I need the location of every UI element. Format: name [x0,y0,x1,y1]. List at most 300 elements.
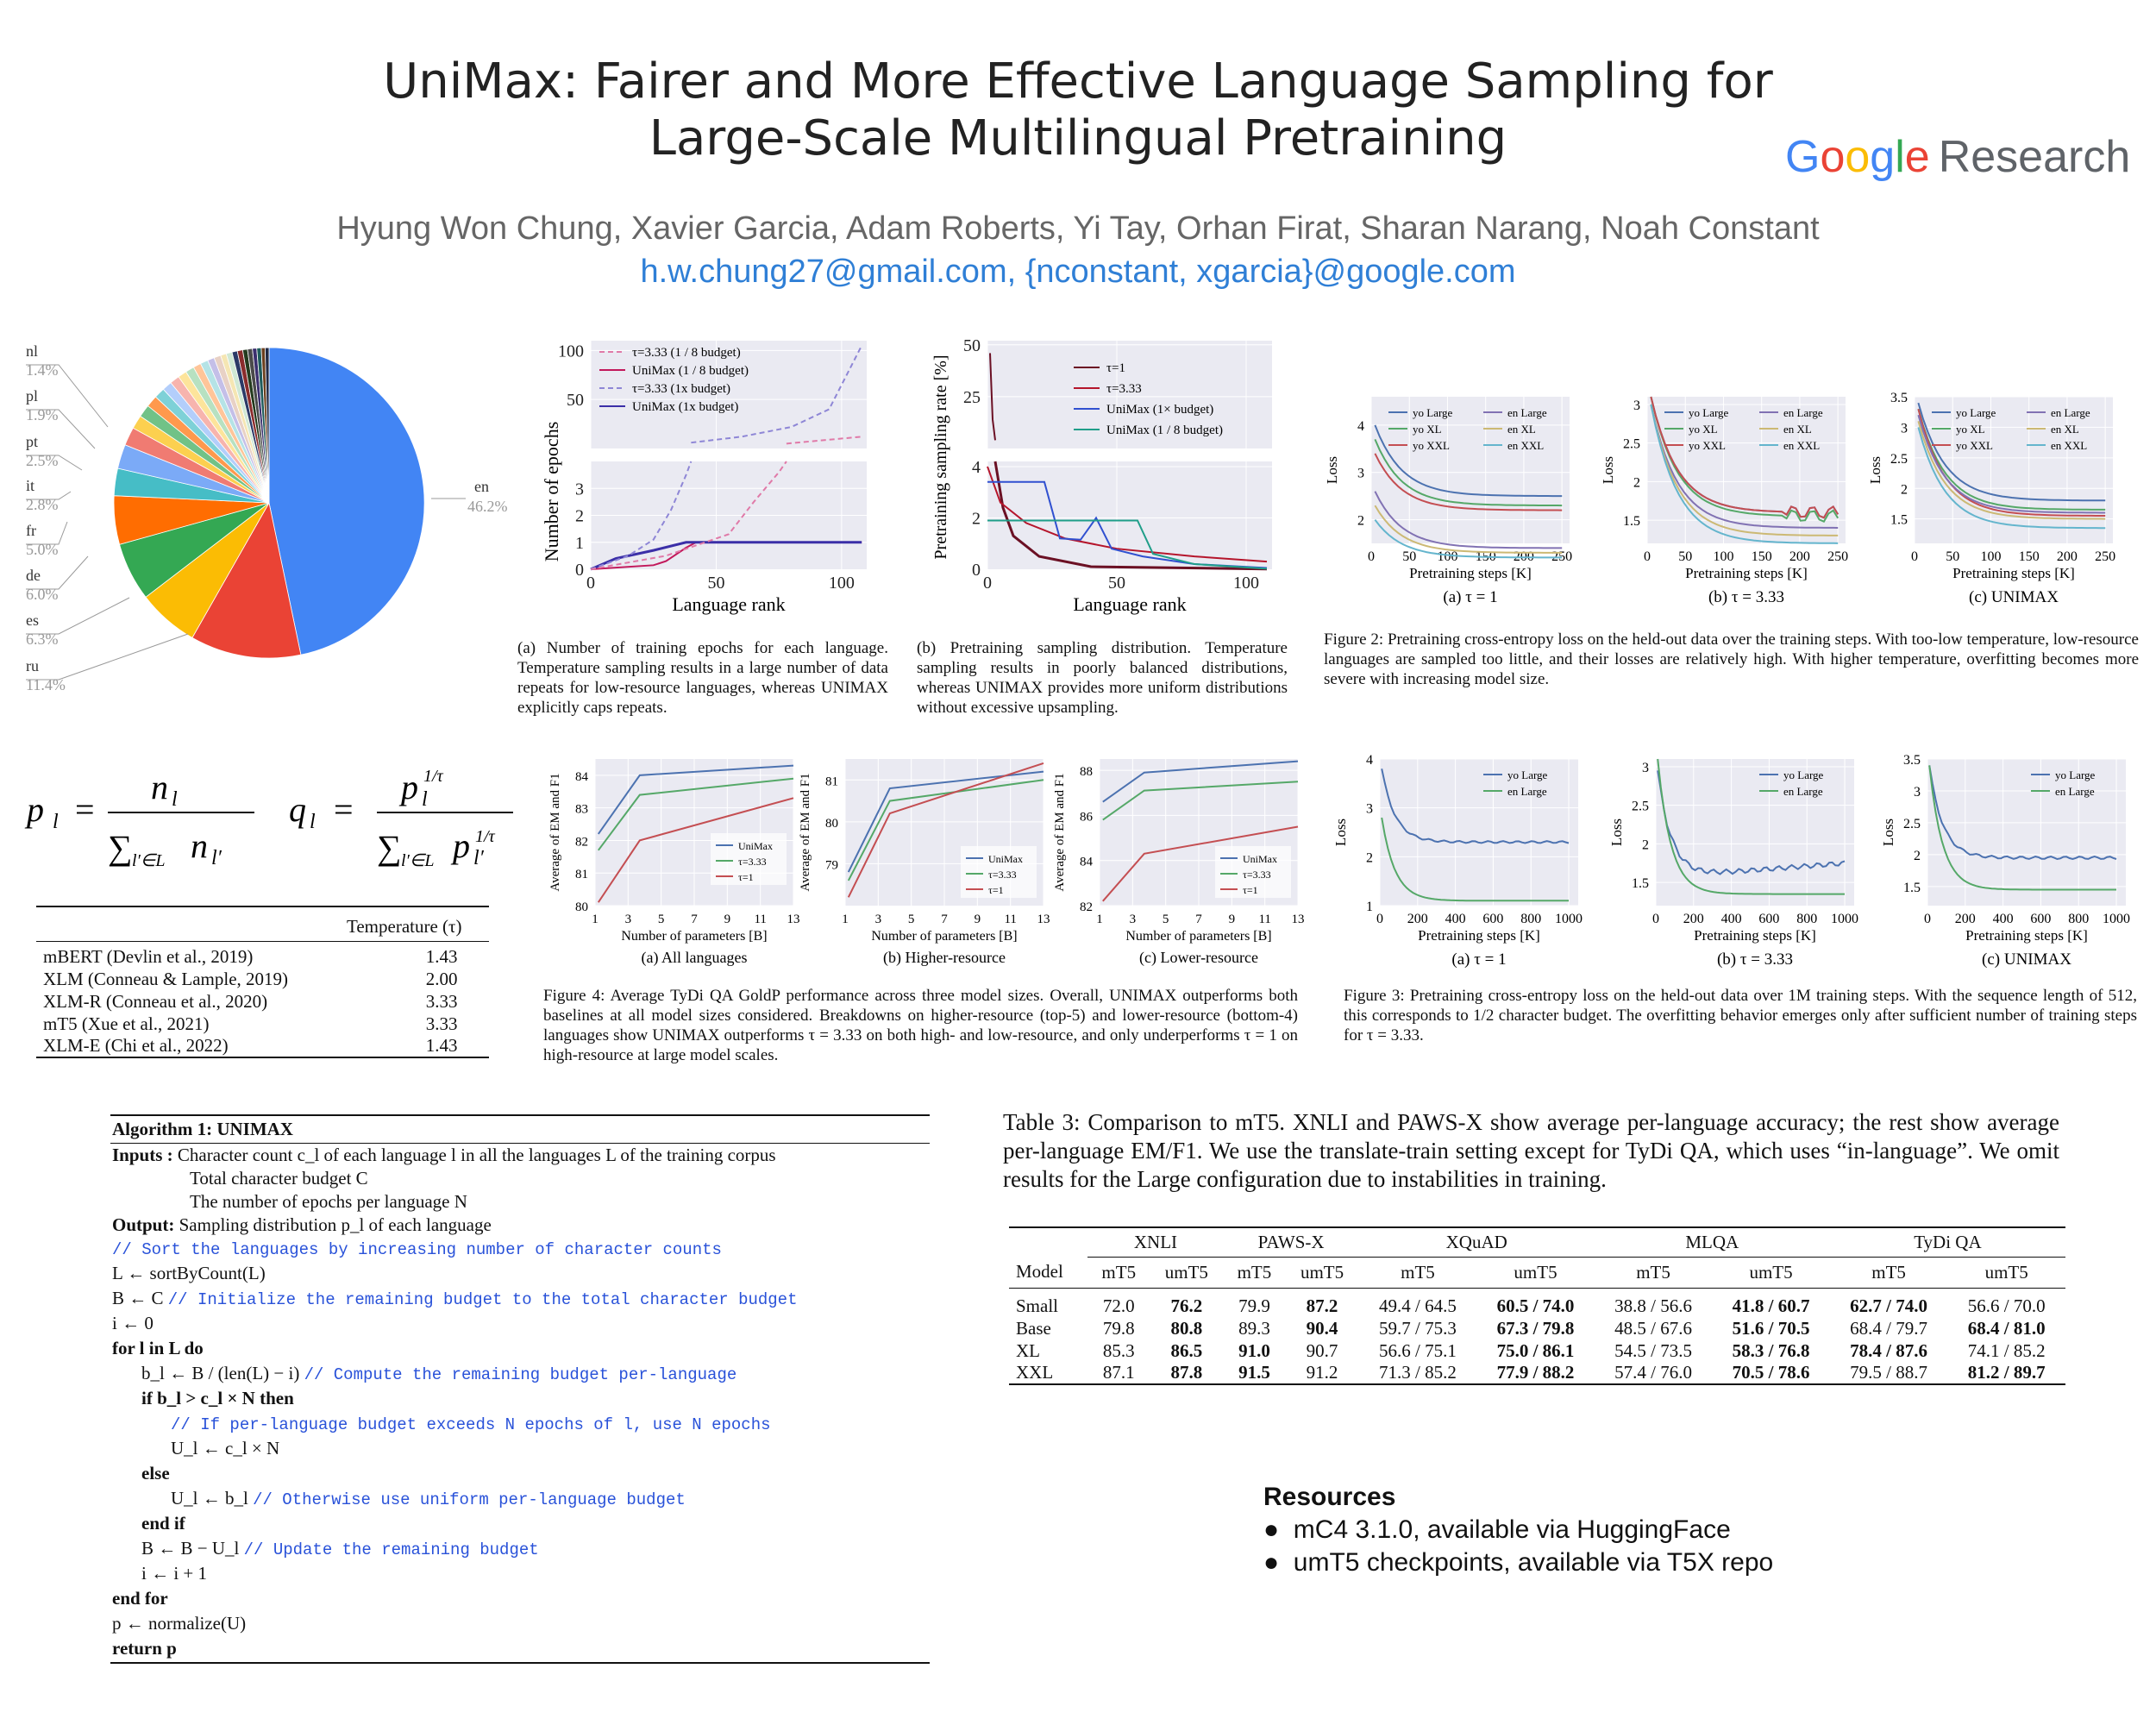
legend-entry: τ=3.33 (1 / 8 budget) [632,346,741,360]
fig4-panel-2 [1053,759,1305,967]
sampling-equations [22,759,513,871]
algorithm-line [112,1437,930,1462]
legend-entry: UniMax [1243,853,1277,865]
legend-entry: en Large [2055,785,2095,798]
legend-entry: yo XL [1956,423,1985,436]
t3-group-header: MLQA [1595,1227,1830,1257]
fig1a-caption: (a) Number of training epochs for each language. Temperature sampling results in a large number of data repeats for low-resource languages, whereas UNIMAX explicitly caps repeats. [517,639,888,717]
fig1a-xlabel: Language rank [672,593,786,615]
resources-section [1263,1481,1773,1579]
fig4-ylabel: Average of EM and F1 [1053,773,1067,892]
tick-label: 81 [825,775,838,789]
t3-group-header: XNLI [1087,1227,1223,1257]
tick-label: 2 [972,509,981,529]
table-cell: 81.2 / 89.7 [1967,1362,2046,1383]
fig4-tydiqa-charts [543,750,1311,983]
table-cell: 54.5 / 73.5 [1614,1339,1692,1361]
svg-text:l: l [310,811,316,833]
tick-label: 1000 [1555,912,1583,926]
t3-empty [1009,1227,1087,1257]
t3-group-header: PAWS-X [1224,1227,1359,1257]
algorithm-code: b_l ← B / (len(L) − i) [141,1363,304,1383]
tick-label: 2.5 [1890,451,1908,467]
algorithm-code: U_l ← b_l [171,1488,254,1509]
table-cell: XXL [1016,1362,1054,1383]
tick-label: 200 [1683,912,1704,926]
table-cell: XL [1016,1339,1040,1361]
temp-value: 1.43 [425,1035,458,1056]
temp-model: mT5 (Xue et al., 2021) [43,1013,210,1034]
algorithm-line [112,1387,930,1412]
tick-label: 400 [1992,912,2014,926]
tick-label: 3 [1633,398,1640,413]
tick-label: 50 [567,391,584,411]
algo-output: Sampling distribution p_l of each language [179,1214,492,1235]
author-emails[interactable]: h.w.chung27@gmail.com, {nconstant, xgarcia}@google.com [640,254,1516,290]
pie-label-en: en [474,478,489,495]
pie-pct-de: 6.0% [26,586,59,603]
legend-entry: en XL [1507,423,1536,436]
tick-label: 800 [2068,912,2090,926]
tick-label: 1 [1366,900,1373,914]
tick-label: 11 [754,913,767,926]
legend-entry: τ=3.33 [738,856,767,868]
algorithm-line [112,1362,930,1387]
tick-label: 4 [1366,753,1373,768]
algorithm-line [112,1487,930,1512]
pie-pct-es: 6.3% [26,630,59,648]
fig1b-sampling-chart [927,336,1281,630]
legend-entry: UniMax (1 / 8 budget) [1106,423,1223,437]
tick-label: 100 [1980,549,2002,564]
fig2-ylabel: Loss [1324,455,1340,485]
t3-subheader: umT5 [1164,1261,1208,1283]
algorithm-comment: // Initialize the remaining budget to the total character budget [167,1290,798,1309]
legend-entry: UniMax (1 / 8 budget) [632,364,749,378]
tick-label: 2 [1633,475,1640,491]
fig2-panel-1 [1600,397,1848,606]
svg-text:∑: ∑ [377,828,402,867]
pie-label-pl: pl [26,387,39,405]
legend-entry: en XL [2051,423,2079,436]
table-cell: 62.7 / 74.0 [1850,1295,1928,1316]
algorithm-line [112,1587,930,1612]
tick-label: 1000 [1831,912,1859,926]
tick-label: 50 [1402,549,1417,564]
legend-entry: yo XL [1689,423,1718,436]
tick-label: 50 [1108,574,1125,593]
t3-subheader: mT5 [1871,1261,1906,1283]
table-cell: 58.3 / 76.8 [1732,1339,1810,1361]
tick-label: 100 [828,574,855,593]
resource-item-0[interactable]: ● mC4 3.1.0, available via HuggingFace [1263,1515,1731,1544]
tick-label: 200 [1513,549,1534,564]
table-cell: 89.3 [1238,1317,1270,1339]
algorithm-code: for l in L do [112,1338,204,1358]
table-cell: 74.1 / 85.2 [1967,1339,2046,1361]
tick-label: 25 [963,387,981,407]
legend-entry: UniMax (1× budget) [1106,403,1214,417]
table-cell: 72.0 [1102,1295,1135,1316]
t3-subheader: umT5 [1749,1261,1793,1283]
fig3-subcaption: (b) τ = 3.33 [1716,950,1794,969]
table-cell: 90.4 [1306,1317,1338,1339]
legend-entry: en Large [1783,785,1823,798]
legend-entry: en XXL [2051,439,2088,452]
tick-label: 0 [1652,912,1659,926]
table-cell: 71.3 / 85.2 [1379,1362,1457,1383]
tick-label: 2.5 [1632,799,1649,814]
tick-label: 81 [575,868,588,882]
tick-label: 50 [1678,549,1693,564]
tick-label: 11 [1004,913,1017,926]
language-pie-chart [26,341,526,703]
algorithm-code: if b_l > c_l × N then [141,1388,294,1408]
tick-label: 3 [1357,466,1364,481]
pie-pct-pt: 2.5% [26,452,59,469]
legend-entry: τ=1 [1243,884,1258,896]
tick-label: 84 [575,769,588,784]
title-line-1: UniMax: Fairer and More Effective Language Sampling for [383,53,1773,110]
tick-label: 5 [907,913,915,926]
fig4-xlabel: Number of parameters [B] [1125,929,1272,944]
temp-model: XLM-E (Chi et al., 2022) [43,1035,229,1056]
svg-text:l′∈L: l′∈L [132,851,166,870]
algo-input-2: The number of epochs per language N [190,1191,467,1212]
algorithm-comment: // Sort the languages by increasing number of character counts [112,1240,722,1259]
temp-model: mBERT (Devlin et al., 2019) [43,945,254,967]
fig4-panel-1 [799,759,1050,967]
legend-entry: UniMax [738,840,773,852]
fig2-ylabel: Loss [1600,455,1616,485]
tick-label: 0 [1376,912,1383,926]
fig2-xlabel: Pretraining steps [K] [1409,565,1532,581]
tick-label: 150 [1475,549,1496,564]
t3-subheader: mT5 [1237,1261,1272,1283]
tick-label: 7 [941,913,948,926]
table-cell: 87.8 [1170,1362,1203,1383]
table-cell: 56.6 / 75.1 [1379,1339,1457,1361]
pie-leader [26,598,129,634]
algorithm-line [112,1412,930,1437]
tick-label: 79 [825,858,838,873]
fig2-loss-charts [1319,392,2139,625]
table-cell: 80.8 [1170,1317,1203,1339]
fig1b-xlabel: Language rank [1073,593,1187,615]
algorithm-comment: // Compute the remaining budget per-language [304,1365,737,1384]
tick-label: 4 [1357,418,1364,434]
tick-label: 250 [1827,549,1849,564]
tick-label: 86 [1080,810,1093,825]
legend-entry: en XL [1783,423,1812,436]
svg-text:p: p [401,768,418,806]
algorithm-line [112,1337,930,1362]
tick-label: 3.5 [1903,753,1921,768]
pie-pct-en: 46.2% [467,498,508,515]
tick-label: 800 [1520,912,1542,926]
tick-label: 0 [1644,549,1651,564]
table-cell: 87.1 [1102,1362,1135,1383]
svg-text:l′∈L: l′∈L [401,851,435,870]
tick-label: 2 [1901,482,1908,498]
temp-value: 2.00 [425,968,458,989]
legend-entry: yo XXL [1689,439,1726,452]
table-cell: 51.6 / 70.5 [1732,1317,1810,1339]
fig3-subcaption: (c) UNIMAX [1982,950,2071,969]
svg-text:n: n [191,826,208,865]
pie-label-de: de [26,567,41,584]
temp-table-row [36,990,489,1013]
table-row [1009,1317,2065,1339]
fig1a-epochs-chart [530,336,875,630]
tick-label: 100 [1437,549,1458,564]
tick-label: 80 [575,900,588,914]
tick-label: 9 [724,913,731,926]
tick-label: 3 [575,480,584,499]
table-cell: 57.4 / 76.0 [1614,1362,1692,1383]
pie-label-it: it [26,477,35,494]
tick-label: 100 [1713,549,1734,564]
tick-label: 88 [1080,765,1093,780]
table-cell: 49.4 / 64.5 [1379,1295,1457,1316]
tick-label: 1 [1096,913,1103,926]
tick-label: 11 [1258,913,1271,926]
svg-text:1/τ: 1/τ [475,827,495,846]
legend-entry: en Large [1507,406,1547,419]
algorithm-code: else [141,1463,170,1484]
tick-label: 2 [1366,850,1373,866]
tick-label: 600 [1758,912,1780,926]
algorithm-line [112,1237,930,1262]
tick-label: 2 [1642,837,1649,853]
pie-pct-pl: 1.9% [26,406,59,423]
fig2-panel-2 [1867,392,2115,606]
tick-label: 2 [1357,513,1364,529]
tick-label: 0 [586,574,595,593]
temp-model: XLM-R (Conneau et al., 2020) [43,990,268,1012]
algorithm-line [112,1512,930,1537]
fig3-xlabel: Pretraining steps [K] [1418,927,1540,944]
legend-entry: yo Large [1507,768,1548,781]
algorithm-code: U_l ← c_l × N [171,1438,280,1458]
temp-model: XLM (Conneau & Lample, 2019) [43,968,289,989]
tick-label: 1.5 [1632,876,1649,892]
legend-entry: yo XL [1413,423,1442,436]
t3-subheader: mT5 [1401,1261,1435,1283]
tick-label: 400 [1445,912,1466,926]
table-cell: 68.4 / 79.7 [1850,1317,1928,1339]
pie-pct-ru: 11.4% [26,676,66,693]
tick-label: 5 [657,913,665,926]
algorithm-line [112,1637,930,1662]
algorithm-code: B ← C [112,1288,168,1308]
temp-table-row [36,968,489,990]
tick-label: 150 [2018,549,2040,564]
fig2-ylabel: Loss [1867,455,1883,485]
legend-entry: τ=3.33 [988,869,1017,881]
legend-entry: yo Large [1956,406,1996,419]
tick-label: 1000 [2103,912,2131,926]
table-cell: 91.2 [1306,1362,1338,1383]
table-cell: 59.7 / 75.3 [1379,1317,1457,1339]
table-cell: 77.9 / 88.2 [1496,1362,1575,1383]
temp-value: 1.43 [425,945,458,967]
fig4-subcaption: (a) All languages [641,949,748,966]
legend-entry: yo XXL [1413,439,1450,452]
svg-text:=: = [334,790,354,829]
fig4-ylabel: Average of EM and F1 [548,773,562,892]
pie-label-fr: fr [26,522,36,539]
algorithm-line [112,1262,930,1287]
tick-label: 1.5 [1890,512,1908,528]
tick-label: 1.5 [1623,514,1640,530]
tick-label: 1 [592,913,599,926]
table-cell: 48.5 / 67.6 [1614,1317,1692,1339]
algorithm-code: i ← i + 1 [141,1563,208,1584]
tick-label: 3 [1901,421,1908,436]
pie-label-nl: nl [26,342,39,360]
fig2-panel-0 [1324,397,1572,606]
algorithm-box [110,1114,930,1664]
table-cell: 67.3 / 79.8 [1496,1317,1575,1339]
svg-text:=: = [75,790,95,829]
svg-text:l′: l′ [473,847,484,869]
fig1a-ylabel: Number of epochs [541,421,562,562]
tick-label: 7 [1195,913,1202,926]
tick-label: 2 [1914,848,1921,863]
eq-p-lhs: p [27,790,44,829]
tick-label: 0 [1924,912,1931,926]
table-cell: 85.3 [1102,1339,1135,1361]
fig3-caption: Figure 3: Pretraining cross-entropy loss on the held-out data over 1M training steps. With the sequence length of 512, this corresponds to 1/2 character budget. The overfitting behavior emerges only after sufficient number of training steps for τ = 3.33. [1344,987,2137,1044]
tick-label: 200 [1954,912,1976,926]
table-cell: 38.8 / 56.6 [1614,1295,1692,1316]
algorithm-code: B ← B − U_l [141,1538,244,1559]
algo-inputs-label: Inputs : [112,1145,173,1165]
table-cell: 90.7 [1306,1339,1338,1361]
fig3-xlabel: Pretraining steps [K] [1965,927,2088,944]
fig3-panel-0 [1332,753,1583,969]
legend-entry: τ=3.33 [1106,382,1142,396]
t3-subheader: umT5 [1984,1261,2028,1283]
fig3-loss-charts [1332,746,2143,979]
fig2-xlabel: Pretraining steps [K] [1952,565,2075,581]
tick-label: 0 [972,561,981,580]
tick-label: 100 [1233,574,1259,593]
algo-output-label: Output: [112,1214,175,1235]
t3-subheader: umT5 [1514,1261,1557,1283]
table-cell: 78.4 / 87.6 [1850,1339,1928,1361]
table-cell: 91.0 [1238,1339,1270,1361]
table-cell: 68.4 / 81.0 [1967,1317,2046,1339]
table-cell: 91.5 [1238,1362,1270,1383]
legend-entry: UniMax [988,853,1023,865]
t3-subheader: mT5 [1101,1261,1137,1283]
tick-label: 1 [575,533,584,553]
legend-entry: yo Large [1413,406,1453,419]
fig1b-ylabel: Pretraining sampling rate [%] [931,354,950,560]
table-cell: 79.8 [1102,1317,1135,1339]
table3-caption: Table 3: Comparison to mT5. XNLI and PAWS-X show average per-language accuracy; the rest show average per-language EM/F1. We use the translate-train setting except for TyDi QA, which uses “in-language”. We omit results for the Large configuration due to instabilities in training. [1003,1109,2059,1192]
resources-title: Resources [1263,1483,1396,1511]
t3-subheader: Model [1016,1261,1063,1283]
title-line-2: Large-Scale Multilingual Pretraining [649,110,1507,166]
tick-label: 3 [1914,784,1921,800]
temp-table-body [36,945,489,1058]
fig3-xlabel: Pretraining steps [K] [1694,927,1816,944]
eq-q-lhs: q [289,790,306,829]
algorithm-code: end if [141,1513,185,1534]
fig4-caption: Figure 4: Average TyDi QA GoldP performance across three model sizes. Overall, UNIMAX outperforms both baselines at all model sizes considered. Breakdowns on higher-resource (top-5) and lower-resource (bottom-4) languages show UNIMAX outperforms τ = 3.33 on both high- and low-resource, and only underperforms τ = 1 on high-resource at large model scales. [543,987,1298,1064]
fig4-subcaption: (c) Lower-resource [1138,949,1259,966]
fig2-subcaption: (b) τ = 3.33 [1708,588,1785,606]
tick-label: 9 [974,913,981,926]
tick-label: 3 [874,913,882,926]
tick-label: 3 [1129,913,1137,926]
t3-subheader: mT5 [1636,1261,1670,1283]
legend-entry: τ=1 [738,871,754,883]
svg-text:n: n [151,768,168,806]
pie-label-pt: pt [26,433,39,450]
tick-label: 13 [1291,913,1305,926]
tick-label: 0 [1911,549,1918,564]
table-cell: 76.2 [1170,1295,1203,1316]
svg-text:∑: ∑ [108,828,133,867]
temperature-table [36,906,489,1058]
tick-label: 2.5 [1903,816,1921,831]
fig3-ylabel: Loss [1608,818,1625,847]
tick-label: 0 [1368,549,1375,564]
legend-entry: en XXL [1507,439,1545,452]
tick-label: 9 [1228,913,1236,926]
algo-input-0: Character count c_l of each language l in all the languages L of the training corpus [177,1145,776,1165]
legend-entry: yo Large [1689,406,1729,419]
tick-label: 600 [1482,912,1504,926]
svg-text:l: l [53,811,59,833]
temp-value: 3.33 [425,1013,458,1034]
temp-table-row [36,1013,489,1035]
tick-label: 50 [707,574,725,593]
tick-label: 150 [1751,549,1772,564]
algorithm-code: i ← 0 [112,1313,154,1333]
tick-label: 83 [575,802,588,817]
table-cell: 79.9 [1238,1295,1270,1316]
resource-item-1[interactable]: ● umT5 checkpoints, available via T5X repo [1263,1548,1774,1577]
tick-label: 82 [1080,900,1093,914]
algorithm-line [112,1537,930,1562]
algorithm-comment: // If per-language budget exceeds N epochs of l, use N epochs [171,1415,771,1434]
tick-label: 400 [1720,912,1742,926]
tick-label: 80 [825,816,838,831]
table-row [1009,1362,2065,1384]
algorithm-code: p ← normalize(U) [112,1613,247,1634]
tick-label: 200 [1407,912,1428,926]
author-list: Hyung Won Chung, Xavier Garcia, Adam Roberts, Yi Tay, Orhan Firat, Sharan Narang, Noah Constant [336,210,1820,247]
table-cell: 87.2 [1306,1295,1338,1316]
pie-pct-it: 2.8% [26,496,59,513]
algorithm-code: end for [112,1588,168,1609]
table-cell: Base [1016,1317,1051,1339]
algorithm-title: Algorithm 1: UNIMAX [110,1116,930,1144]
fig4-panel-0 [548,759,800,967]
fig3-ylabel: Loss [1332,818,1349,847]
tick-label: 13 [1037,913,1050,926]
tick-label: 800 [1796,912,1818,926]
fig2-xlabel: Pretraining steps [K] [1685,565,1808,581]
temp-table-row [36,1035,489,1057]
algorithm-comment: // Update the remaining budget [243,1540,539,1559]
tick-label: 2.5 [1623,436,1640,452]
